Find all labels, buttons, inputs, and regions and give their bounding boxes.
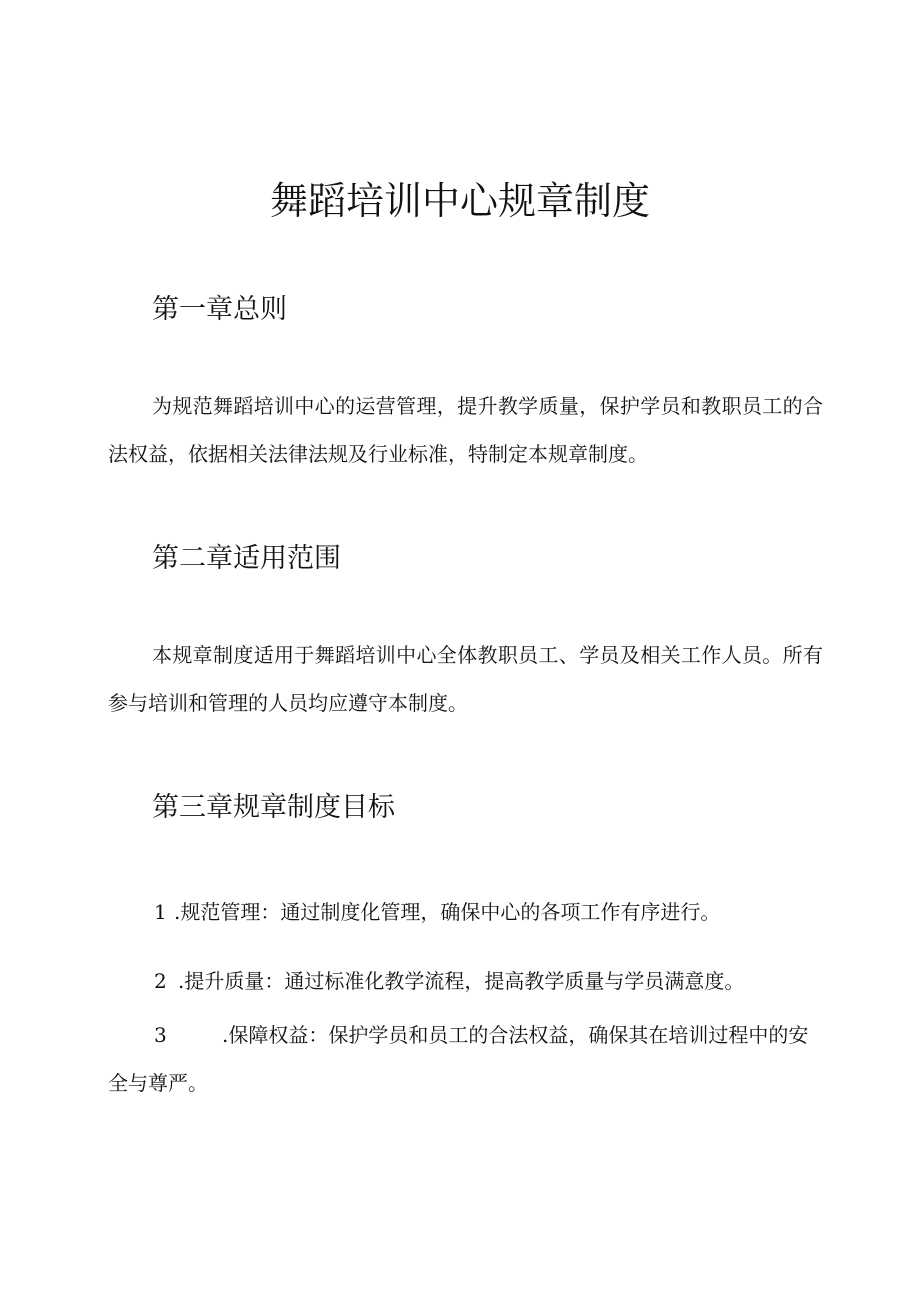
chapter-3-heading: 第三章规章制度目标: [152, 792, 395, 823]
document-title: 舞蹈培训中心规章制度: [269, 179, 650, 223]
list-item-number: 2: [154, 969, 167, 993]
chapter-1-heading: 第一章总则: [152, 294, 287, 325]
list-item: [108, 888, 823, 936]
chapter-2-heading: 第二章适用范围: [152, 543, 341, 574]
list-item-text: .提升质量：通过标准化教学流程，提高教学质量与学员满意度。: [178, 969, 745, 993]
list-item-number: 3: [154, 1023, 167, 1047]
chapter-2-paragraph: 本规章制度适用于舞蹈培训中心全体教职员工、学员及相关工作人员。所有参与培训和管理的人员均应遵守本制度。: [108, 643, 823, 715]
list-item-text: .保障权益：保护学员和员工的合法权益，确保其在培训过程中的安全与尊严。: [108, 1023, 809, 1095]
chapter-1-paragraph: 为规范舞蹈培训中心的运营管理，提升教学质量，保护学员和教职员工的合法权益，依据相关法律法规及行业标准，特制定本规章制度。: [108, 394, 823, 466]
list-item: [108, 957, 823, 1005]
list-item-text: .规范管理：通过制度化管理，确保中心的各项工作有序进行。: [174, 900, 721, 924]
list-item: [108, 1011, 823, 1107]
list-item-number: 1: [154, 900, 167, 924]
